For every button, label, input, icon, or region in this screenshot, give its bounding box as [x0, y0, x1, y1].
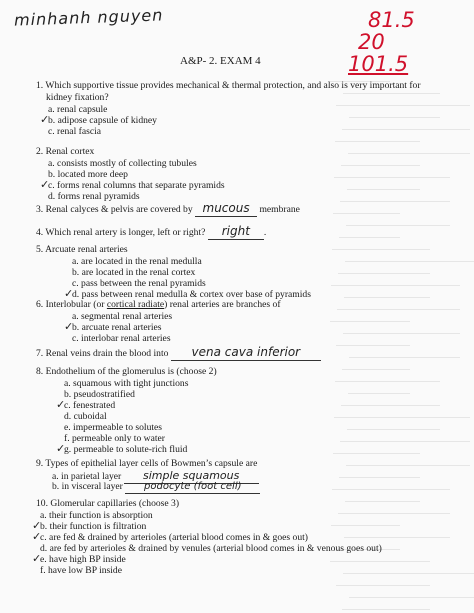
q9-option-b — [52, 481, 260, 494]
check-mark-icon: ✓ — [40, 113, 50, 126]
check-mark-icon: ✓ — [40, 178, 50, 191]
score-total: 101.5 — [348, 52, 409, 76]
question-3-text: 3. Renal calyces & pelvis are covered by — [36, 204, 193, 215]
question-3-blank — [195, 202, 257, 217]
check-mark-icon: ✓ — [64, 287, 74, 300]
q5-option-a: a. are located in the renal medulla — [72, 256, 202, 267]
q8-option-g: g. permeable to solute-rich fluid — [64, 444, 188, 455]
question-3-answer: mucous — [202, 201, 250, 215]
question-3 — [36, 202, 436, 217]
q10-option-d: d. are fed by arterioles & drained by venules (arterial blood comes in & venous goes out) — [40, 543, 382, 554]
question-8-text: 8. Endothelium of the glomerulus is (choose 2) — [36, 366, 217, 377]
check-mark-icon: ✓ — [32, 552, 42, 565]
q2-option-b: b. located more deep — [48, 169, 128, 180]
question-1-text: 1. Which supportive tissue provides mechanical & thermal protection, and also is very important for — [36, 80, 421, 91]
q5-option-d: d. pass between renal medulla & cortex over base of pyramids — [72, 289, 311, 300]
question-4-suffix: . — [263, 227, 267, 238]
check-mark-icon: ✓ — [56, 398, 66, 411]
question-4-answer: right — [221, 224, 250, 238]
q6-option-c: c. interlobar renal arteries — [72, 333, 171, 344]
q10-option-c: c. are fed & drained by arterioles (arterial blood comes in & goes out) — [40, 532, 308, 543]
q1-option-c: c. renal fascia — [48, 126, 101, 137]
q1-option-b: b. adipose capsule of kidney — [48, 115, 157, 126]
check-mark-icon: ✓ — [64, 320, 74, 333]
question-1 — [36, 80, 436, 104]
score-bonus: 20 — [358, 30, 385, 54]
q2-option-d: d. forms renal pyramids — [48, 191, 140, 202]
q2-option-a: a. consists mostly of collecting tubules — [48, 158, 197, 169]
q8-option-a: a. squamous with tight junctions — [64, 378, 189, 389]
check-mark-icon: ✓ — [32, 519, 42, 532]
q9-option-b-label: b. in visceral layer — [52, 481, 123, 492]
check-mark-icon: ✓ — [32, 530, 42, 543]
question-6 — [36, 299, 436, 311]
q8-option-f: f. permeable only to water — [64, 433, 165, 444]
question-4-text: 4. Which renal artery is longer, left or right? — [36, 227, 206, 238]
q2-option-c: c. forms renal columns that separate pyramids — [48, 180, 225, 191]
question-10-text: 10. Glomerular capillaries (choose 3) — [36, 498, 180, 509]
student-name: minhanh nguyen — [13, 5, 164, 30]
q10-option-b: b. their function is filtration — [40, 521, 147, 532]
q8-option-c: c. fenestrated — [64, 400, 116, 411]
question-3-suffix: membrane — [259, 204, 300, 215]
question-4-blank — [208, 224, 267, 240]
exam-title: A&P- 2. EXAM 4 — [180, 55, 261, 67]
q1-option-a: a. renal capsule — [48, 104, 108, 115]
check-mark-icon: ✓ — [56, 442, 66, 455]
q6-option-a: a. segmental renal arteries — [72, 311, 173, 322]
q9-option-a-label: a. in parietal layer — [52, 471, 122, 482]
q8-option-d: d. cuboidal — [64, 411, 107, 422]
question-6-text-post: ) renal arteries are branches of — [164, 299, 281, 310]
question-9-text: 9. Types of epithelial layer cells of Bowmen’s capsule are — [36, 458, 258, 469]
q10-option-f: f. have low BP inside — [40, 565, 122, 576]
q5-option-c: c. pass between the renal pyramids — [72, 278, 206, 289]
q10-option-a: a. their function is absorption — [40, 510, 153, 521]
question-2-text: 2. Renal cortex — [36, 146, 95, 157]
score-mark — [338, 8, 448, 78]
question-7-blank — [171, 346, 321, 361]
q8-option-b: b. pseudostratified — [64, 389, 135, 400]
q5-option-b: b. are located in the renal cortex — [72, 267, 196, 278]
q9-answer-b: podocyte (foot cell) — [144, 481, 242, 492]
question-7 — [36, 346, 436, 361]
question-5-text: 5. Arcuate renal arteries — [36, 244, 128, 255]
question-4 — [36, 225, 436, 240]
q9-blank-b — [125, 481, 260, 494]
q10-option-e: e. have high BP inside — [40, 554, 126, 565]
q9-answer-a: simple squamous — [142, 469, 240, 482]
question-7-answer: vena cava inferior — [191, 345, 301, 359]
question-7-text: 7. Renal veins drain the blood into — [36, 348, 169, 359]
question-6-text-underlined: cortical radiate — [106, 299, 165, 310]
q6-option-b: b. arcuate renal arteries — [72, 322, 162, 333]
question-6-text-pre: 6. Interlobular (or — [36, 299, 107, 310]
score-earned: 81.5 — [368, 8, 415, 32]
question-1-text-cont: kidney fixation? — [46, 92, 109, 103]
q8-option-e: e. impermeable to solutes — [64, 422, 163, 433]
